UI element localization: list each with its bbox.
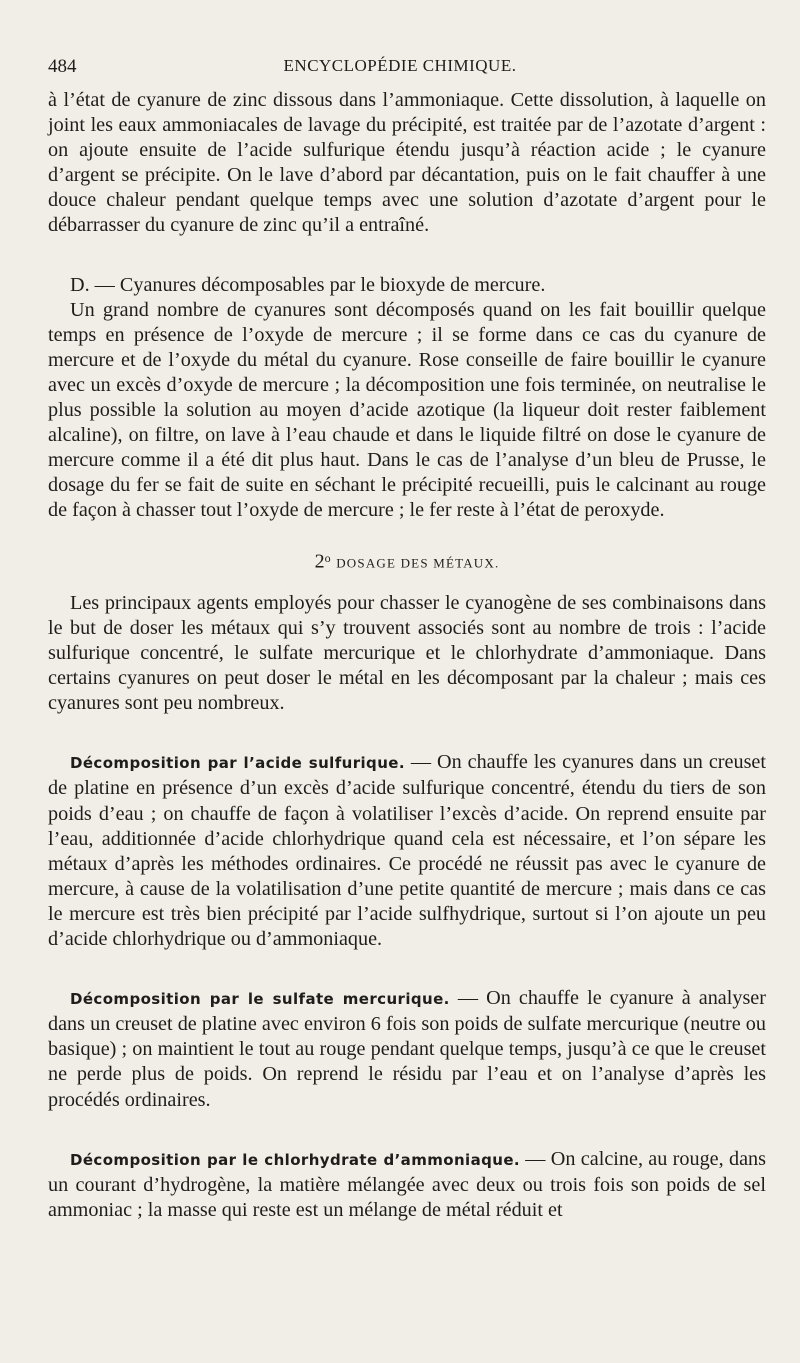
paragraph-agents: Les principaux agents employés pour chasser le cyanogène de ses combinaisons dans le but de doser les métaux qui s’y trouvent associés sont au nombre de trois : l’acide sulfurique concentré, le sulfate mercurique et le chlorhydrate d’ammoniaque. Dans certains cyanures on peut doser le métal en les décomposant par la chaleur ; mais ces cyanures sont peu nombreux. xyxy=(48,591,766,715)
section-number: 2 xyxy=(314,549,325,572)
paragraph-continuation: à l’état de cyanure de zinc dissous dans l’ammoniaque. Cette dissolution, à laquelle on joint les eaux ammoniacales de lavage du précipité, est traitée par de l’azotate d’argent : on ajoute ensuite de l’acide sulfurique étendu jusqu’à réaction acide ; le cyanure d’argent se précipite. On le lave d’abord par décantation, puis on le fait chauffer à une douce chaleur pendant quelque temps avec une solution d’azotate d’argent pour le débarrasser du cyanure de zinc qu’il a entraîné. xyxy=(48,89,766,237)
page-number: 484 xyxy=(48,56,77,77)
section-title: DOSAGE DES MÉTAUX. xyxy=(336,554,500,570)
runin-heading-chlorhydrate: Décomposition par le chlorhydrate d’ammoniaque. xyxy=(70,1150,520,1169)
paragraph-bioxyde: Un grand nombre de cyanures sont décomposés quand on les fait bouillir quelque temps en présence de l’oxyde de mercure ; il se forme dans ce cas du cyanure de mercure et de l’oxyde du métal du cyanure. Rose conseille de faire bouillir le cyanure avec un excès d’oxyde de mercure ; la décomposition une fois terminée, on neutralise le plus possible la solution au moyen d’acide azotique (la liqueur doit rester faiblement alcaline), on filtre, on lave à l’eau chaude et dans le liquide filtré on dose le cyanure de mercure comme il a été dit plus haut. Dans le cas de l’analyse d’un bleu de Prusse, le dosage du fer se fait de suite en séchant le précipité recueilli, puis le calcinant au rouge de façon à chasser tout l’oxyde de mercure ; le fer reste à l’état de peroxyde. xyxy=(48,298,766,522)
section-heading xyxy=(48,546,766,575)
page-header xyxy=(48,56,752,84)
page-body xyxy=(48,88,766,1223)
paragraph-mercurique xyxy=(48,986,766,1112)
running-title: ENCYCLOPÉDIE CHIMIQUE. xyxy=(283,56,517,75)
paragraph-chlorhydrate xyxy=(48,1147,766,1223)
section-number-suffix: o xyxy=(324,550,332,565)
paragraph-sulfurique-text: — On chauffe les cyanures dans un creuset de platine en présence d’un excès d’acide sulfurique concentré, étendu du tiers de son poids d’eau ; on chauffe de façon à volatiliser l’excès d’acide. On reprend ensuite par l’eau, additionnée d’acide chlorhydrique quand cela est nécessaire, et l’on sépare les métaux d’après les méthodes ordinaires. Ce procédé ne réussit pas avec le cyanure de mercure, à cause de la volatilisation d’une petite quantité de mercure ; mais dans ce cas le mercure est très bien précipité par l’acide sulfhydrique, surtout si l’on ajoute un peu d’acide chlorhydrique ou d’ammoniaque. xyxy=(48,751,766,951)
runin-heading-sulfurique: Décomposition par l’acide sulfurique. xyxy=(70,754,405,773)
runin-heading-mercurique: Décomposition par le sulfate mercurique. xyxy=(70,990,450,1009)
paragraph-sulfurique xyxy=(48,750,766,952)
paragraph-mercurique-text: — On chauffe le cyanure à analyser dans un creuset de platine avec environ 6 fois son poids de sulfate mercurique (neutre ou basique) ; on maintient le tout au rouge pendant quelque temps, jusqu’à ce que le creuset ne perde plus de poids. On reprend le résidu par l’eau et on l’analyse d’après les procédés ordinaires. xyxy=(48,987,766,1111)
paragraph-chlorhydrate-text: — On calcine, au rouge, dans un courant d’hydrogène, la matière mélangée avec deux ou trois fois son poids de sel ammoniac ; la masse qui reste est un mélange de métal réduit et xyxy=(48,1147,766,1221)
subsection-heading-d: D. — Cyanures décomposables par le bioxyde de mercure. xyxy=(70,273,546,296)
